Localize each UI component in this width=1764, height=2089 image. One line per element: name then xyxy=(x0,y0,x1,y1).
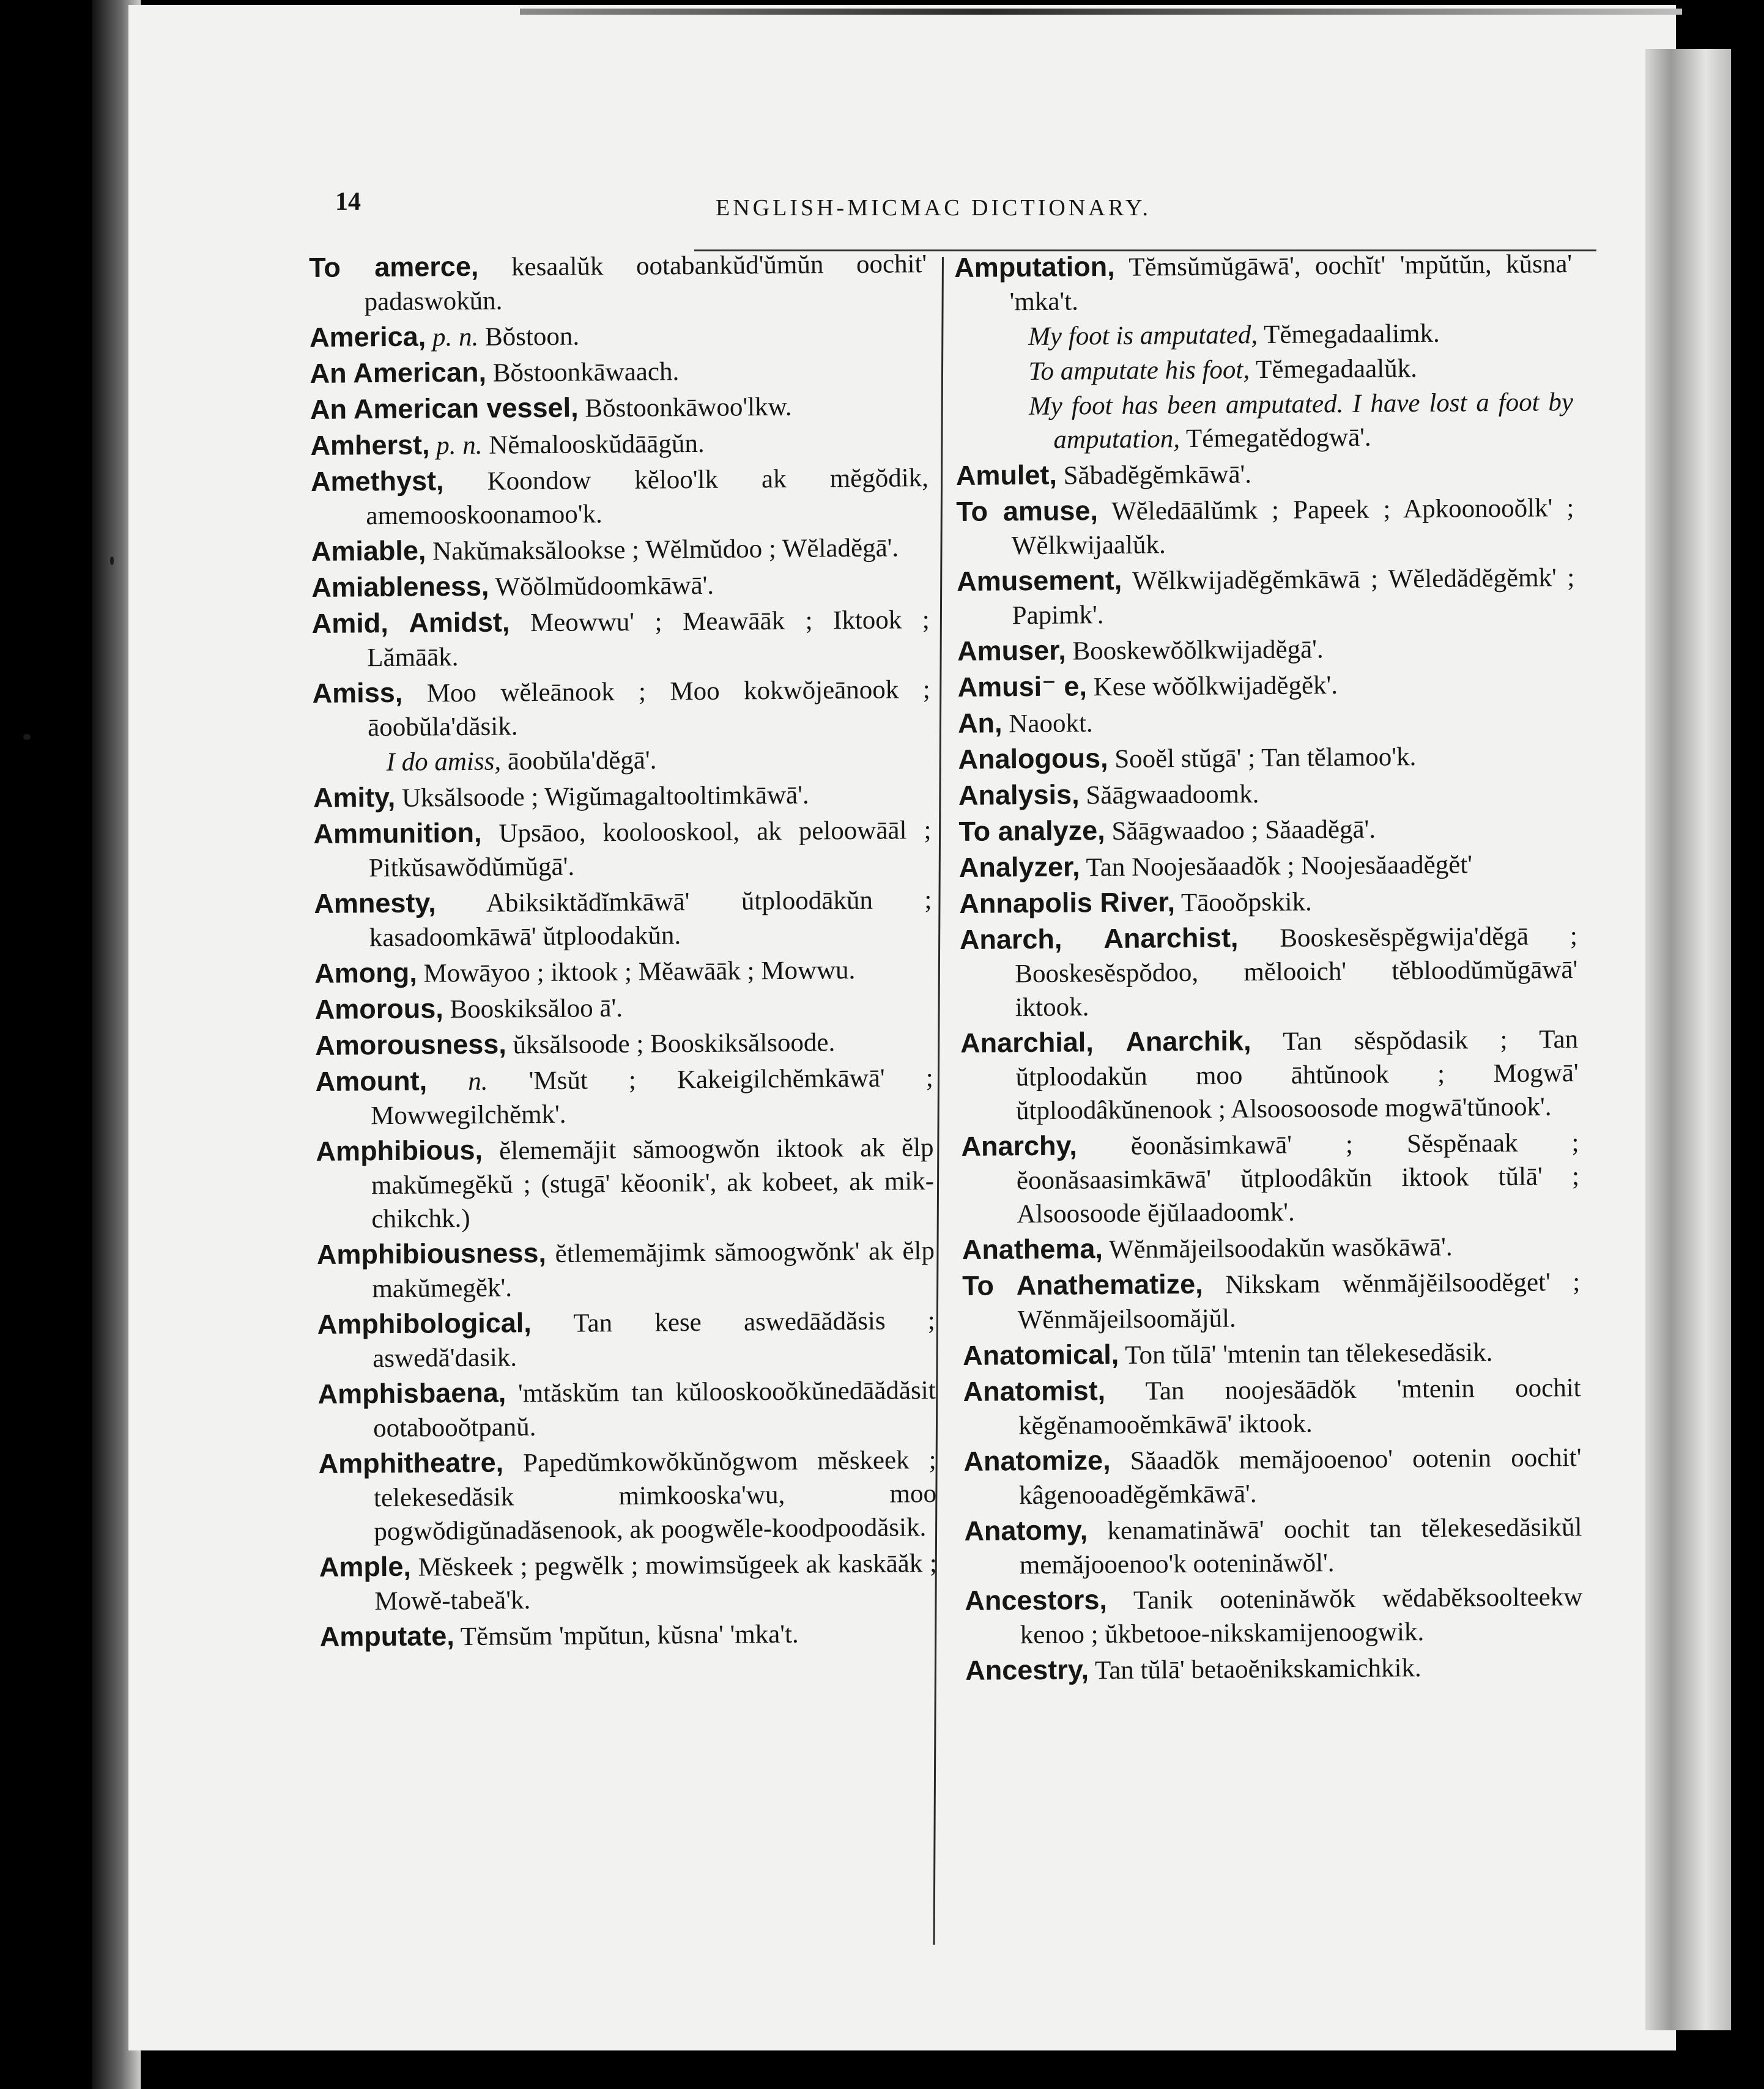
headword: Analysis, xyxy=(958,778,1080,811)
definition-text: Săaadŏk memăjooenoo' ootenin oochit' kâgenooadĕgĕmkāwā'. xyxy=(1018,1443,1582,1510)
usage-example xyxy=(313,741,930,780)
definition-text: Tāooŏpskik. xyxy=(1174,887,1312,918)
grammar-note: n. xyxy=(426,1067,488,1096)
dictionary-entry xyxy=(312,671,930,745)
definition-text: Tan Noojesăaadŏk ; Noojesăaadĕgĕt' xyxy=(1080,850,1473,882)
example-phrase: I do amiss, xyxy=(386,747,502,777)
dictionary-entry xyxy=(311,530,929,569)
definition-text: Bŏstoon. xyxy=(478,322,580,352)
dictionary-entry xyxy=(315,1024,933,1063)
definition-text: ĕtlememăjimk sămoogwŏnk' ak ĕlp makŭmegĕk'. xyxy=(372,1237,935,1304)
headword: Amherst, xyxy=(310,429,430,461)
definition-text: Ton tŭlā' 'mtenin tan tĕlekesedăsik. xyxy=(1119,1338,1493,1370)
headword: Annapolis River, xyxy=(959,886,1176,919)
definition-text: Tanik ooteninăwŏk wĕdabĕksoolteekw kenoo ; ŭkbetooe-nikskamijenoogwik. xyxy=(1020,1583,1583,1650)
example-phrase: My foot is amputated, xyxy=(1028,320,1258,352)
headword: Anatomy, xyxy=(964,1514,1088,1547)
definition-text: Kese wŏŏlkwijadĕgĕk'. xyxy=(1086,671,1338,702)
headword: Amusi⁻ e, xyxy=(957,670,1088,703)
headword: Anatomize, xyxy=(963,1444,1111,1477)
dictionary-entry xyxy=(315,988,933,1027)
headword: Amity, xyxy=(313,781,396,813)
usage-example xyxy=(955,385,1574,457)
dictionary-entry xyxy=(315,1060,933,1133)
headword: Anarchial, Anarchik, xyxy=(960,1025,1251,1059)
definition-text: Tan tŭlā' betaoĕnikskamichkik. xyxy=(1088,1654,1421,1685)
headword: An American, xyxy=(309,356,487,389)
dictionary-entry xyxy=(309,316,927,355)
dictionary-entry xyxy=(317,1233,935,1306)
definition-text: Săāgwaadoo ; Săaadĕgā'. xyxy=(1105,815,1376,846)
definition-text: ŭksălsoode ; Booskiksălsoode. xyxy=(506,1028,836,1060)
definition-text: Nĕmalooskŭdāāgŭn. xyxy=(482,429,705,460)
definition-text: Nakŭmaksălookse ; Wĕlmŭdoo ; Wĕladĕgā'. xyxy=(426,533,899,566)
page-right-edge xyxy=(1645,49,1731,2030)
dictionary-entry xyxy=(964,1509,1582,1583)
headword: To amuse, xyxy=(956,495,1099,527)
definition-text: āoobŭla'dĕgā'. xyxy=(500,745,657,776)
headword: Amorous, xyxy=(314,993,443,1025)
headword: Amputate, xyxy=(319,1620,455,1652)
definition-text: ĕlememăjit sămoogwŏn iktook ak ĕlp makŭmegĕkŭ ; (stugā' kĕoonik', ak kobeet, ak mik-chikchk.) xyxy=(371,1133,935,1234)
headword: Anatomist, xyxy=(963,1375,1106,1407)
headword: Ancestry, xyxy=(965,1654,1089,1686)
headword: Anarch, Anarchist, xyxy=(959,922,1239,955)
headword: Amphibiousness, xyxy=(316,1237,547,1270)
headword: Amount, xyxy=(315,1065,428,1097)
dictionary-entry xyxy=(958,738,1576,777)
definition-text: Uksălsoode ; Wigŭmagaltooltimkāwā'. xyxy=(395,780,809,813)
dictionary-entry xyxy=(311,566,929,605)
definition-text: Booskiksăloo ā'. xyxy=(443,994,623,1024)
dictionary-entry xyxy=(962,1264,1581,1337)
dictionary-entry xyxy=(960,1021,1579,1128)
definition-text: kesaalŭk ootabankŭd'ŭmŭn oochit' padaswokŭn. xyxy=(364,250,927,317)
headword: Amethyst, xyxy=(310,465,444,497)
definition-text: Tĕmsŭmŭgāwā', oochĭt' 'mpŭtŭn, kŭsna' 'mka't. xyxy=(1009,250,1573,317)
headword: Among, xyxy=(314,956,417,989)
definition-text: Mowāyoo ; iktook ; Mĕawāāk ; Mowwu. xyxy=(417,956,856,988)
headword: Amphibological, xyxy=(317,1307,532,1340)
headword: Amiss, xyxy=(312,676,403,709)
definition-text: Wŏŏlmŭdoomkāwā'. xyxy=(489,571,714,602)
definition-text: Meowwu' ; Meawāāk ; Iktook ; Lămāāk. xyxy=(367,605,930,673)
definition-text: Naookt. xyxy=(1002,709,1093,739)
definition-text: kenamatinăwā' oochit tan tĕlekesedăsikŭl memăjooenoo'k ooteninăwŏl'. xyxy=(1019,1513,1582,1580)
dictionary-entry xyxy=(312,602,930,675)
definition-text: Moo wĕleānook ; Moo kokwŏjeānook ; āoobŭla'dăsik. xyxy=(367,675,930,742)
headword: Ancestors, xyxy=(965,1584,1108,1616)
definition-text: Tan kese aswedāădăsis ; aswedă'dasik. xyxy=(372,1306,935,1374)
running-title: ENGLISH-MICMAC DICTIONARY. xyxy=(716,195,1151,221)
definition-text: 'mtăskŭm tan kŭlooskooŏkŭnedāădăsit ootabooŏtpanŭ. xyxy=(372,1376,936,1443)
definition-text: Tĕmegadaalimk. xyxy=(1257,319,1440,350)
definition-text: Tan sĕspŏdasik ; Tan ŭtploodakŭn moo āhtŭnook ; Mogwā' ŭtploodâkŭnenook ; Alsoosoosode mogwā'tŭnook'. xyxy=(1015,1025,1579,1126)
dictionary-entry xyxy=(957,665,1575,705)
dictionary-entry xyxy=(958,810,1576,849)
definition-text: Koondow kĕloo'lk ak mĕgŏdik, amemooskoonamoo'k. xyxy=(366,464,929,531)
definition-text: Sooĕl stŭgā' ; Tan tĕlamoo'k. xyxy=(1108,742,1417,774)
dictionary-entry xyxy=(316,1130,934,1237)
page-top-edge xyxy=(520,9,1682,15)
dictionary-entry xyxy=(956,490,1574,563)
headword: Ammunition, xyxy=(313,816,482,849)
dictionary-entry xyxy=(963,1334,1581,1374)
dictionary-entry xyxy=(957,560,1575,633)
scan-speck xyxy=(23,734,31,740)
headword: An American vessel, xyxy=(309,391,579,425)
headword: Amiable, xyxy=(311,534,426,567)
headword: Amiableness, xyxy=(311,570,489,603)
headword: Amnesty, xyxy=(314,887,436,919)
definition-text: Wĕnmăjeilsoodakŭn wasŏkāwā'. xyxy=(1102,1232,1453,1265)
headword: Amorousness, xyxy=(315,1028,506,1061)
dictionary-entry xyxy=(954,246,1573,319)
dictionary-entry xyxy=(962,1228,1580,1268)
definition-text: Wĕledāālŭmk ; Papeek ; Apkoonooŏlk' ; Wĕlkwijaalŭk. xyxy=(1011,494,1574,561)
dictionary-entry xyxy=(317,1372,936,1446)
headword: To amerce, xyxy=(309,250,479,283)
dictionary-entry xyxy=(320,1615,938,1655)
definition-text: Booskesĕspĕgwija'dĕgā ; Booskesĕspŏdoo, mĕlooich' tĕbloodŭmŭgāwā' iktook. xyxy=(1015,922,1578,1022)
grammar-note: p. n. xyxy=(426,322,479,352)
definition-text: Săbadĕgĕmkāwā'. xyxy=(1056,460,1252,490)
dictionary-entry xyxy=(959,882,1577,922)
headword: An, xyxy=(957,707,1002,739)
dictionary-entry xyxy=(956,454,1574,494)
dictionary-entry xyxy=(314,882,932,955)
dictionary-entry xyxy=(313,776,931,816)
definition-text: Tan noojesăādŏk 'mtenin oochit kĕgĕnamooĕmkāwā' iktook. xyxy=(1018,1374,1581,1441)
dictionary-entry xyxy=(311,460,929,533)
headword: Amid, Amidst, xyxy=(311,606,510,639)
definition-text: Booskewŏŏlkwijadĕgā'. xyxy=(1065,635,1324,666)
dictionary-entry xyxy=(319,1545,938,1619)
definition-text: Nikskam wĕnmăjĕilsoodĕget' ; Wĕnmăjeilsoomăjŭl. xyxy=(1017,1268,1581,1335)
dictionary-entry xyxy=(317,1303,936,1376)
dictionary-entry xyxy=(314,952,932,991)
definition-text: Săāgwaadoomk. xyxy=(1079,780,1259,810)
dictionary-entry xyxy=(959,846,1577,886)
headword: Amphitheatre, xyxy=(318,1446,504,1479)
headword: To analyze, xyxy=(958,815,1105,847)
headword: Analogous, xyxy=(958,742,1108,775)
headword: Amuser, xyxy=(957,634,1066,667)
definition-text: Bŏstoonkāwaach. xyxy=(486,357,680,388)
dictionary-entry xyxy=(309,352,927,391)
dictionary-entry xyxy=(958,701,1576,741)
grammar-note: p. n. xyxy=(429,431,483,460)
dictionary-entry xyxy=(310,424,928,464)
headword: Ample, xyxy=(319,1550,412,1583)
usage-example xyxy=(955,316,1573,354)
headword: Amulet, xyxy=(955,459,1058,491)
dictionary-entry xyxy=(318,1442,936,1549)
dictionary-entry xyxy=(313,812,932,886)
scan-speck xyxy=(110,556,114,565)
definition-text: 'Msŭt ; Kakeigilchĕmkāwā' ; Mowwegilchĕmk'. xyxy=(370,1063,933,1131)
dictionary-entry xyxy=(309,246,927,319)
definition-text: Tĕmegadaalŭk. xyxy=(1249,354,1418,385)
definition-text: Tĕmsŭm 'mpŭtun, kŭsna' 'mka't. xyxy=(454,1619,799,1652)
definition-text: Upsāoo, koolooskool, ak peloowāāl ; Pitkŭsawŏdŭmŭgā'. xyxy=(368,816,932,883)
dictionary-entry xyxy=(310,388,928,427)
headword: Anathema, xyxy=(962,1233,1103,1265)
right-column xyxy=(954,246,1583,1690)
usage-example xyxy=(955,350,1573,389)
page-number: 14 xyxy=(335,188,361,216)
definition-text: ĕoonăsimkawā' ; Sĕspĕnaak ; ĕoonăsaasimkāwā' ŭtploodâkŭn iktook tŭlā' ; Alsoosoode ĕjŭlaadoomk'. xyxy=(1016,1128,1580,1229)
headword: America, xyxy=(309,320,426,353)
headword: To Anathematize, xyxy=(962,1268,1203,1301)
dictionary-entry xyxy=(963,1440,1582,1513)
definition-text: Abiksiktădĭmkāwā' ŭtploodākŭn ; kasadoomkāwā' ŭtploodakŭn. xyxy=(369,886,932,953)
headword: Amphisbaena, xyxy=(317,1377,506,1410)
dictionary-entry xyxy=(963,1370,1581,1443)
headword: Anatomical, xyxy=(962,1338,1119,1371)
definition-text: Wĕlkwijadĕgĕmkāwā ; Wĕledădĕgĕmk' ; Papimk'. xyxy=(1012,563,1575,630)
definition-text: Bŏstoonkāwoo'lkw. xyxy=(578,392,792,423)
definition-text: Mĕskeek ; pegwĕlk ; mowimsŭgeek ak kaskāăk ; Mowĕ-tabeă'k. xyxy=(374,1549,938,1616)
headword: Analyzer, xyxy=(958,851,1080,883)
dictionary-entry xyxy=(965,1579,1583,1652)
headword: Amputation, xyxy=(954,250,1115,283)
left-column xyxy=(309,246,938,1656)
example-phrase: My foot has been amputated. I have lost a foot by amputation, xyxy=(1028,388,1574,454)
headword: Anarchy, xyxy=(961,1130,1077,1162)
example-phrase: To amputate his foot, xyxy=(1028,355,1250,386)
definition-text: Témegatĕdogwā'. xyxy=(1179,423,1371,454)
dictionary-entry xyxy=(961,1125,1579,1232)
headword: Amphibious, xyxy=(316,1134,483,1167)
headword: Amusement, xyxy=(957,564,1122,597)
dictionary-entry xyxy=(957,629,1575,669)
dictionary-entry xyxy=(960,918,1578,1025)
definition-text: Papedŭmkowŏkŭnŏgwom mĕskeek ; telekesedăsik mimkooska'wu, moo pogwŏdigŭnadăsenook, ak poogwĕle-koodpoodăsik. xyxy=(373,1446,937,1547)
dictionary-entry xyxy=(965,1649,1583,1688)
dictionary-entry xyxy=(958,774,1576,813)
